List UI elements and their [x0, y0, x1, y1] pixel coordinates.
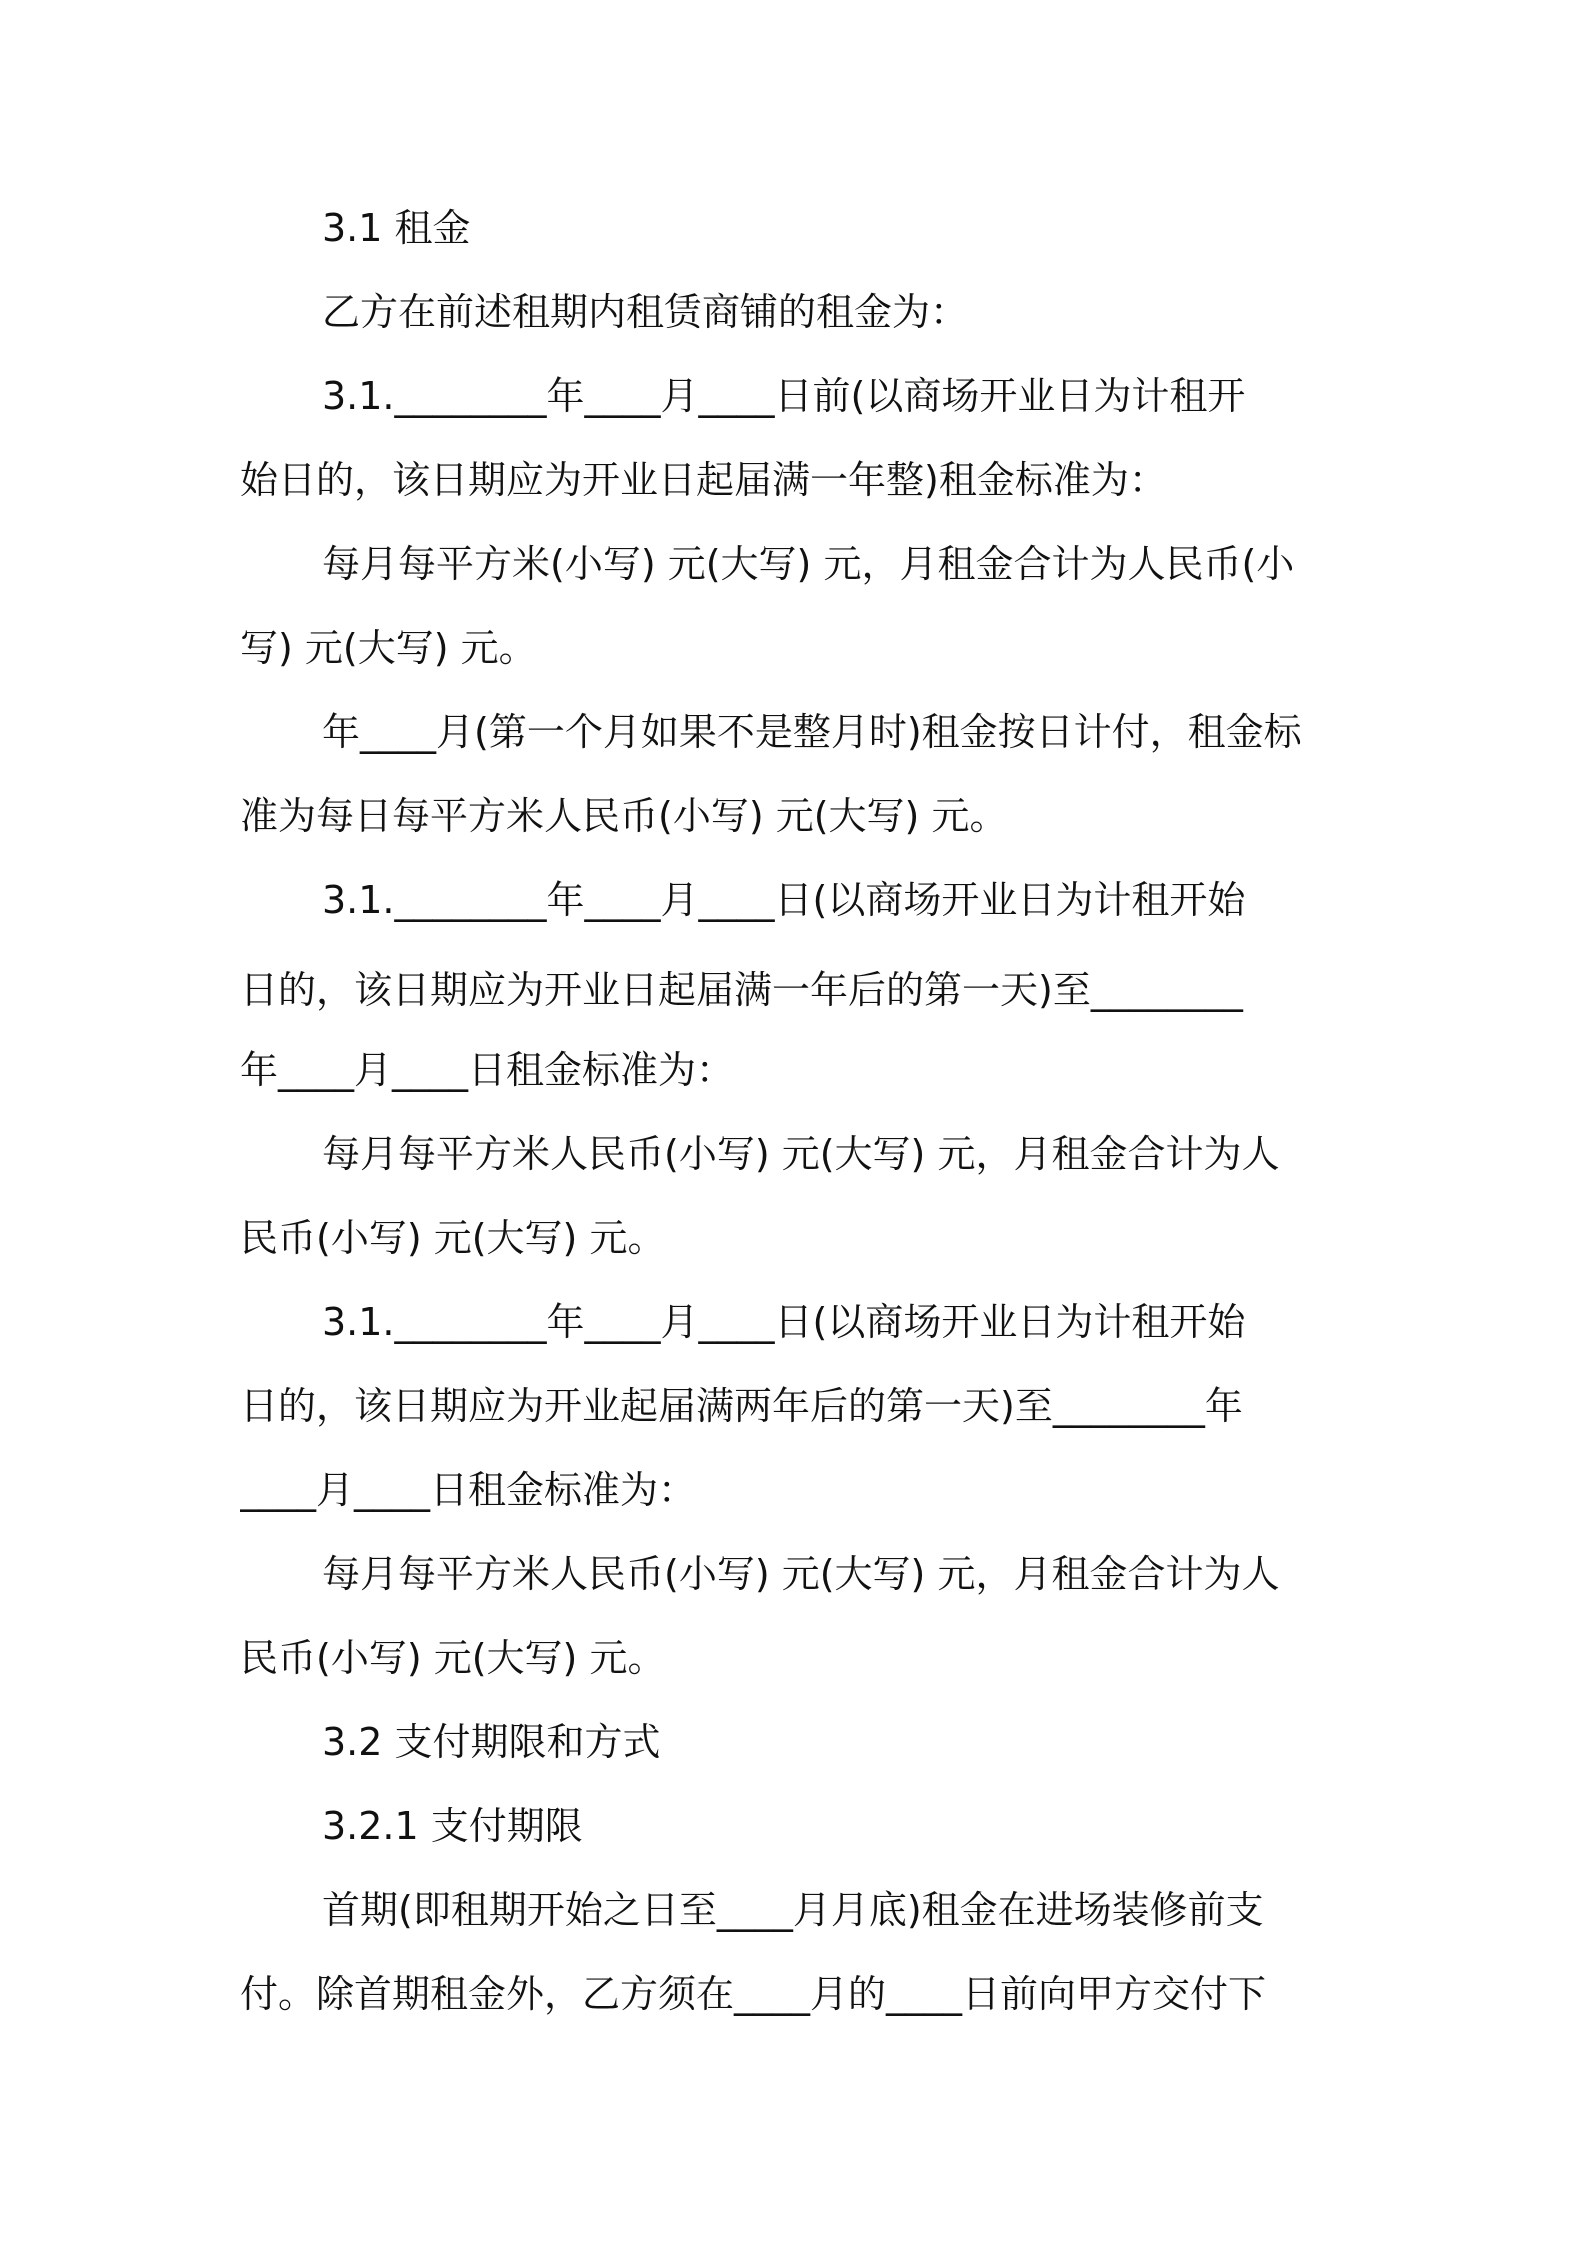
paragraph-line: 每月每平方米人民币(小写) 元(大写) 元，月租金合计为人 — [322, 1552, 1280, 1596]
paragraph-line: 准为每日每平方米人民币(小写) 元(大写) 元。 — [240, 794, 1008, 838]
section-heading-3-2: 3.2 支付期限和方式 — [322, 1720, 661, 1764]
paragraph-line: 日的，该日期应为开业起届满两年后的第一天)至________年 — [240, 1384, 1243, 1428]
paragraph-line: ____月____日租金标准为： — [240, 1468, 697, 1512]
paragraph-line: 民币(小写) 元(大写) 元。 — [240, 1216, 666, 1260]
paragraph-line: 付。除首期租金外，乙方须在____月的____日前向甲方交付下 — [240, 1972, 1267, 2016]
section-heading-3-2-1: 3.2.1 支付期限 — [322, 1804, 583, 1848]
paragraph-line: 写) 元(大写) 元。 — [240, 626, 537, 670]
paragraph-line: 首期(即租期开始之日至____月月底)租金在进场装修前支 — [322, 1888, 1264, 1932]
paragraph-line: 日的，该日期应为开业日起届满一年后的第一天)至________ — [240, 968, 1243, 1012]
section-heading-3-1: 3.1 租金 — [322, 206, 471, 250]
paragraph-line: 3.1.________年____月____日(以商场开业日为计租开始 — [322, 1300, 1246, 1344]
paragraph-line: 始日的，该日期应为开业日起届满一年整)租金标准为： — [240, 458, 1167, 502]
paragraph-line: 3.1.________年____月____日(以商场开业日为计租开始 — [322, 878, 1246, 922]
paragraph-line: 年____月____日租金标准为： — [240, 1048, 735, 1092]
paragraph-line: 乙方在前述租期内租赁商铺的租金为： — [322, 290, 969, 334]
paragraph-line: 民币(小写) 元(大写) 元。 — [240, 1636, 666, 1680]
paragraph-line: 年____月(第一个月如果不是整月时)租金按日计付，租金标 — [322, 710, 1302, 754]
paragraph-line: 每月每平方米人民币(小写) 元(大写) 元，月租金合计为人 — [322, 1132, 1280, 1176]
paragraph-line: 每月每平方米(小写) 元(大写) 元，月租金合计为人民币(小 — [322, 542, 1295, 586]
paragraph-line: 3.1.________年____月____日前(以商场开业日为计租开 — [322, 374, 1246, 418]
